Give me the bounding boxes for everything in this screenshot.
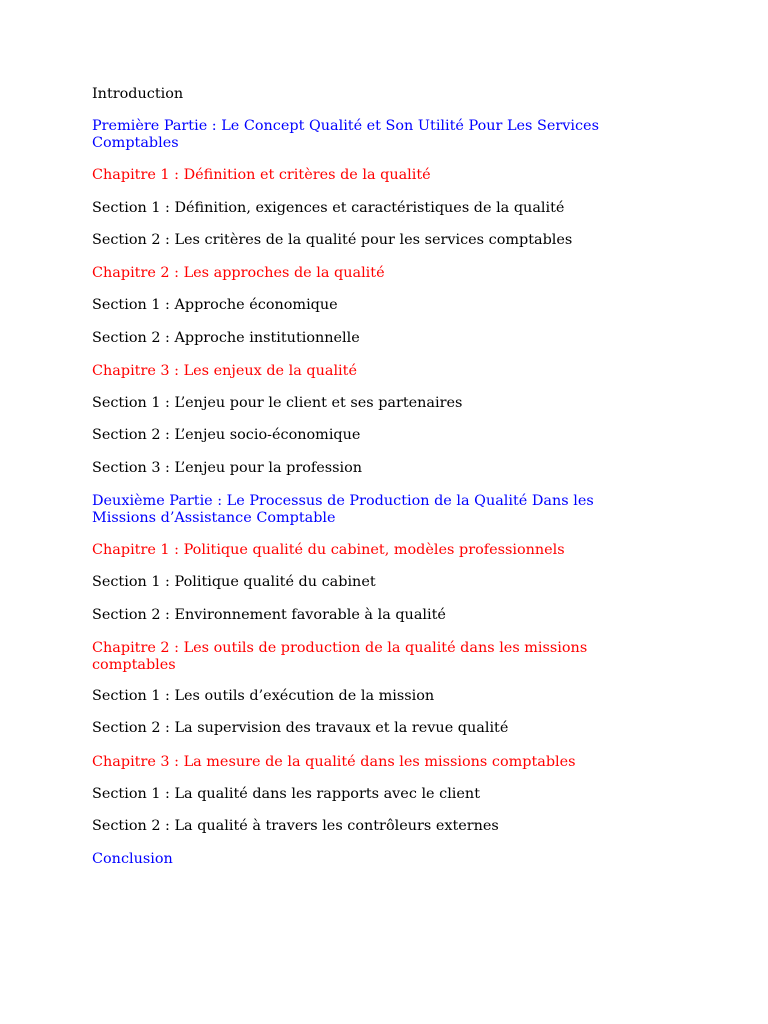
part-1-chapter-2-section-1: Section 1 : Approche économique (92, 297, 338, 313)
part-2-chapter-1-heading: Chapitre 1 : Politique qualité du cabinet, modèles professionnels (92, 542, 565, 558)
introduction-heading: Introduction (92, 86, 184, 102)
part-1-chapter-3-section-2: Section 2 : L’enjeu socio-économique (92, 427, 361, 443)
part-1-chapter-1-section-2: Section 2 : Les critères de la qualité pour les services comptables (92, 232, 573, 248)
part-2-heading: Deuxième Partie : Le Processus de Production de la Qualité Dans les Missions d’Assistance Comptable (92, 493, 594, 526)
part-1-chapter-1-heading: Chapitre 1 : Définition et critères de la qualité (92, 167, 431, 183)
part-2-chapter-3-section-1: Section 1 : La qualité dans les rapports avec le client (92, 786, 480, 802)
part-2-chapter-3-section-2: Section 2 : La qualité à travers les contrôleurs externes (92, 818, 499, 834)
part-1-heading: Première Partie : Le Concept Qualité et Son Utilité Pour Les Services Comptables (92, 118, 599, 151)
part-1-chapter-2-section-2: Section 2 : Approche institutionnelle (92, 330, 360, 346)
part-2-chapter-1-section-2: Section 2 : Environnement favorable à la qualité (92, 607, 446, 623)
part-2-chapter-2-section-1: Section 1 : Les outils d’exécution de la mission (92, 688, 435, 704)
part-1-chapter-3-section-1: Section 1 : L’enjeu pour le client et ses partenaires (92, 395, 463, 411)
part-2-chapter-2-heading: Chapitre 2 : Les outils de production de la qualité dans les missions comptables (92, 640, 588, 673)
part-1-chapter-3-heading: Chapitre 3 : Les enjeux de la qualité (92, 363, 357, 379)
part-1-chapter-2-heading: Chapitre 2 : Les approches de la qualité (92, 265, 385, 281)
part-2-chapter-1-section-1: Section 1 : Politique qualité du cabinet (92, 574, 376, 590)
part-1-chapter-3-section-3: Section 3 : L’enjeu pour la profession (92, 460, 363, 476)
part-2-chapter-3-heading: Chapitre 3 : La mesure de la qualité dans les missions comptables (92, 754, 576, 770)
part-1-chapter-1-section-1: Section 1 : Définition, exigences et caractéristiques de la qualité (92, 200, 565, 216)
part-2-chapter-2-section-2: Section 2 : La supervision des travaux et la revue qualité (92, 720, 509, 736)
conclusion-heading: Conclusion (92, 851, 173, 867)
